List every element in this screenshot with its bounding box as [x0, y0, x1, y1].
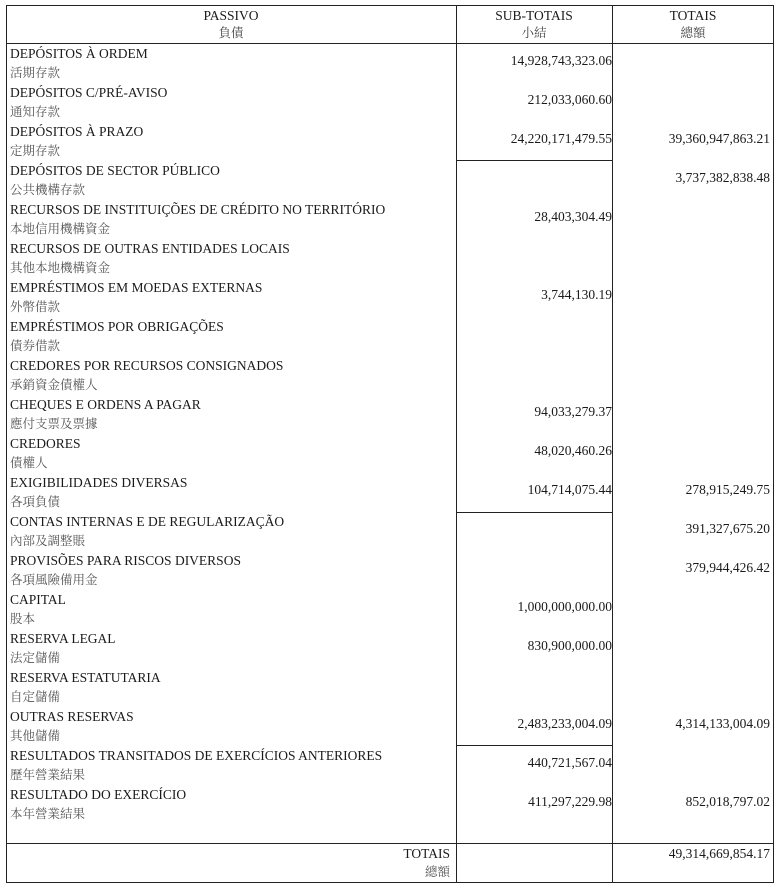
table-row	[10, 356, 770, 395]
row-subtotal: 3,744,130.19	[541, 287, 612, 302]
header-subtotais-pt: SUB-TOTAIS	[495, 8, 573, 23]
row-label-pt: RESERVA ESTATUTARIA	[10, 670, 161, 685]
table-row	[10, 512, 770, 551]
table-row	[10, 473, 770, 512]
table-row	[10, 161, 770, 200]
row-label-zh: 內部及調整賬	[10, 533, 86, 548]
row-label-pt: RESULTADOS TRANSITADOS DE EXERCÍCIOS ANTERIORES	[10, 748, 383, 763]
header-totais-zh: 總額	[680, 25, 706, 40]
row-label-pt: DEPÓSITOS DE SECTOR PÚBLICO	[10, 163, 220, 178]
row-subtotal: 24,220,171,479.55	[510, 131, 612, 146]
footer-rule	[6, 843, 774, 844]
table-row	[10, 551, 770, 590]
header-subtotais	[456, 7, 612, 41]
row-total: 3,737,382,838.48	[675, 170, 770, 185]
row-label-zh: 本地信用機構資金	[10, 221, 111, 236]
row-label-zh: 通知存款	[10, 104, 61, 119]
row-subtotal: 28,403,304.49	[534, 209, 612, 224]
row-label-pt: CAPITAL	[10, 592, 66, 607]
row-label-pt: RESULTADO DO EXERCÍCIO	[10, 787, 187, 802]
row-subtotal: 212,033,060.60	[527, 92, 612, 107]
header-passivo-zh: 負債	[218, 25, 244, 40]
row-label-zh: 歷年營業結果	[10, 767, 86, 782]
row-label-pt: DEPÓSITOS À PRAZO	[10, 124, 144, 139]
row-label-zh: 法定儲備	[10, 650, 61, 665]
header-totais	[612, 7, 774, 41]
table-row	[10, 434, 770, 473]
table-row	[10, 83, 770, 122]
row-label-zh: 其他儲備	[10, 728, 61, 743]
row-label-pt: RECURSOS DE INSTITUIÇÕES DE CRÉDITO NO TERRITÓRIO	[10, 202, 386, 217]
row-label-pt: CHEQUES E ORDENS A PAGAR	[10, 397, 201, 412]
row-label-pt: DEPÓSITOS C/PRÉ-AVISO	[10, 85, 168, 100]
table-row	[10, 590, 770, 629]
row-label-pt: RESERVA LEGAL	[10, 631, 116, 646]
row-label-zh: 各項負債	[10, 494, 61, 509]
row-label-pt: RECURSOS DE OUTRAS ENTIDADES LOCAIS	[10, 241, 290, 256]
footer-label-pt: TOTAIS	[403, 846, 450, 861]
row-total: 4,314,133,004.09	[675, 716, 770, 731]
footer-label-zh: 總額	[424, 864, 450, 879]
row-label-pt: EMPRÉSTIMOS POR OBRIGAÇÕES	[10, 319, 224, 334]
table-row	[10, 707, 770, 746]
row-label-pt: OUTRAS RESERVAS	[10, 709, 134, 724]
row-label-zh: 自定儲備	[10, 689, 61, 704]
row-label-pt: CREDORES POR RECURSOS CONSIGNADOS	[10, 358, 284, 373]
header-passivo	[6, 7, 456, 41]
row-label-zh: 定期存款	[10, 143, 61, 158]
row-subtotal: 830,900,000.00	[527, 638, 612, 653]
footer-grand-total: 49,314,669,854.17	[668, 846, 770, 861]
table-row	[10, 629, 770, 668]
row-label-pt: PROVISÕES PARA RISCOS DIVERSOS	[10, 553, 241, 568]
row-label-pt: CONTAS INTERNAS E DE REGULARIZAÇÃO	[10, 514, 285, 529]
row-label-zh: 應付支票及票據	[10, 416, 98, 431]
table-row	[10, 785, 770, 824]
table-row	[10, 44, 770, 83]
table-row	[10, 239, 770, 278]
row-label-zh: 本年營業結果	[10, 806, 86, 821]
table-row	[10, 122, 770, 161]
header-subtotais-zh: 小結	[521, 25, 547, 40]
row-subtotal: 94,033,279.37	[534, 404, 612, 419]
row-label-pt: EXIGIBILIDADES DIVERSAS	[10, 475, 188, 490]
row-subtotal: 1,000,000,000.00	[517, 599, 612, 614]
table-row	[10, 746, 770, 785]
row-label-zh: 股本	[10, 611, 36, 626]
row-label-zh: 活期存款	[10, 65, 61, 80]
table-row	[10, 200, 770, 239]
row-total: 391,327,675.20	[685, 521, 770, 536]
row-subtotal: 104,714,075.44	[527, 482, 612, 497]
row-label-zh: 其他本地機構資金	[10, 260, 111, 275]
row-label-zh: 各項風險備用金	[10, 572, 98, 587]
row-subtotal: 2,483,233,004.09	[517, 716, 612, 731]
row-subtotal: 48,020,460.26	[534, 443, 612, 458]
table-row	[10, 395, 770, 434]
row-total: 852,018,797.02	[685, 794, 770, 809]
row-subtotal: 440,721,567.04	[527, 755, 612, 770]
row-label-zh: 外幣借款	[10, 299, 61, 314]
row-subtotal: 411,297,229.98	[528, 794, 612, 809]
header-totais-pt: TOTAIS	[669, 8, 717, 23]
row-label-zh: 債權人	[10, 455, 48, 470]
row-label-zh: 公共機構存款	[10, 182, 86, 197]
table-row	[10, 317, 770, 356]
footer-label	[300, 845, 450, 881]
row-total: 379,944,426.42	[685, 560, 770, 575]
table-row	[10, 278, 770, 317]
row-total: 39,360,947,863.21	[668, 131, 770, 146]
row-label-zh: 承銷資金債權人	[10, 377, 98, 392]
row-subtotal: 14,928,743,323.06	[510, 53, 612, 68]
row-label-pt: EMPRÉSTIMOS EM MOEDAS EXTERNAS	[10, 280, 263, 295]
row-label-pt: CREDORES	[10, 436, 81, 451]
row-label-pt: DEPÓSITOS À ORDEM	[10, 46, 148, 61]
header-passivo-pt: PASSIVO	[203, 8, 259, 23]
table-row	[10, 668, 770, 707]
row-total: 278,915,249.75	[685, 482, 770, 497]
row-label-zh: 債券借款	[10, 338, 61, 353]
